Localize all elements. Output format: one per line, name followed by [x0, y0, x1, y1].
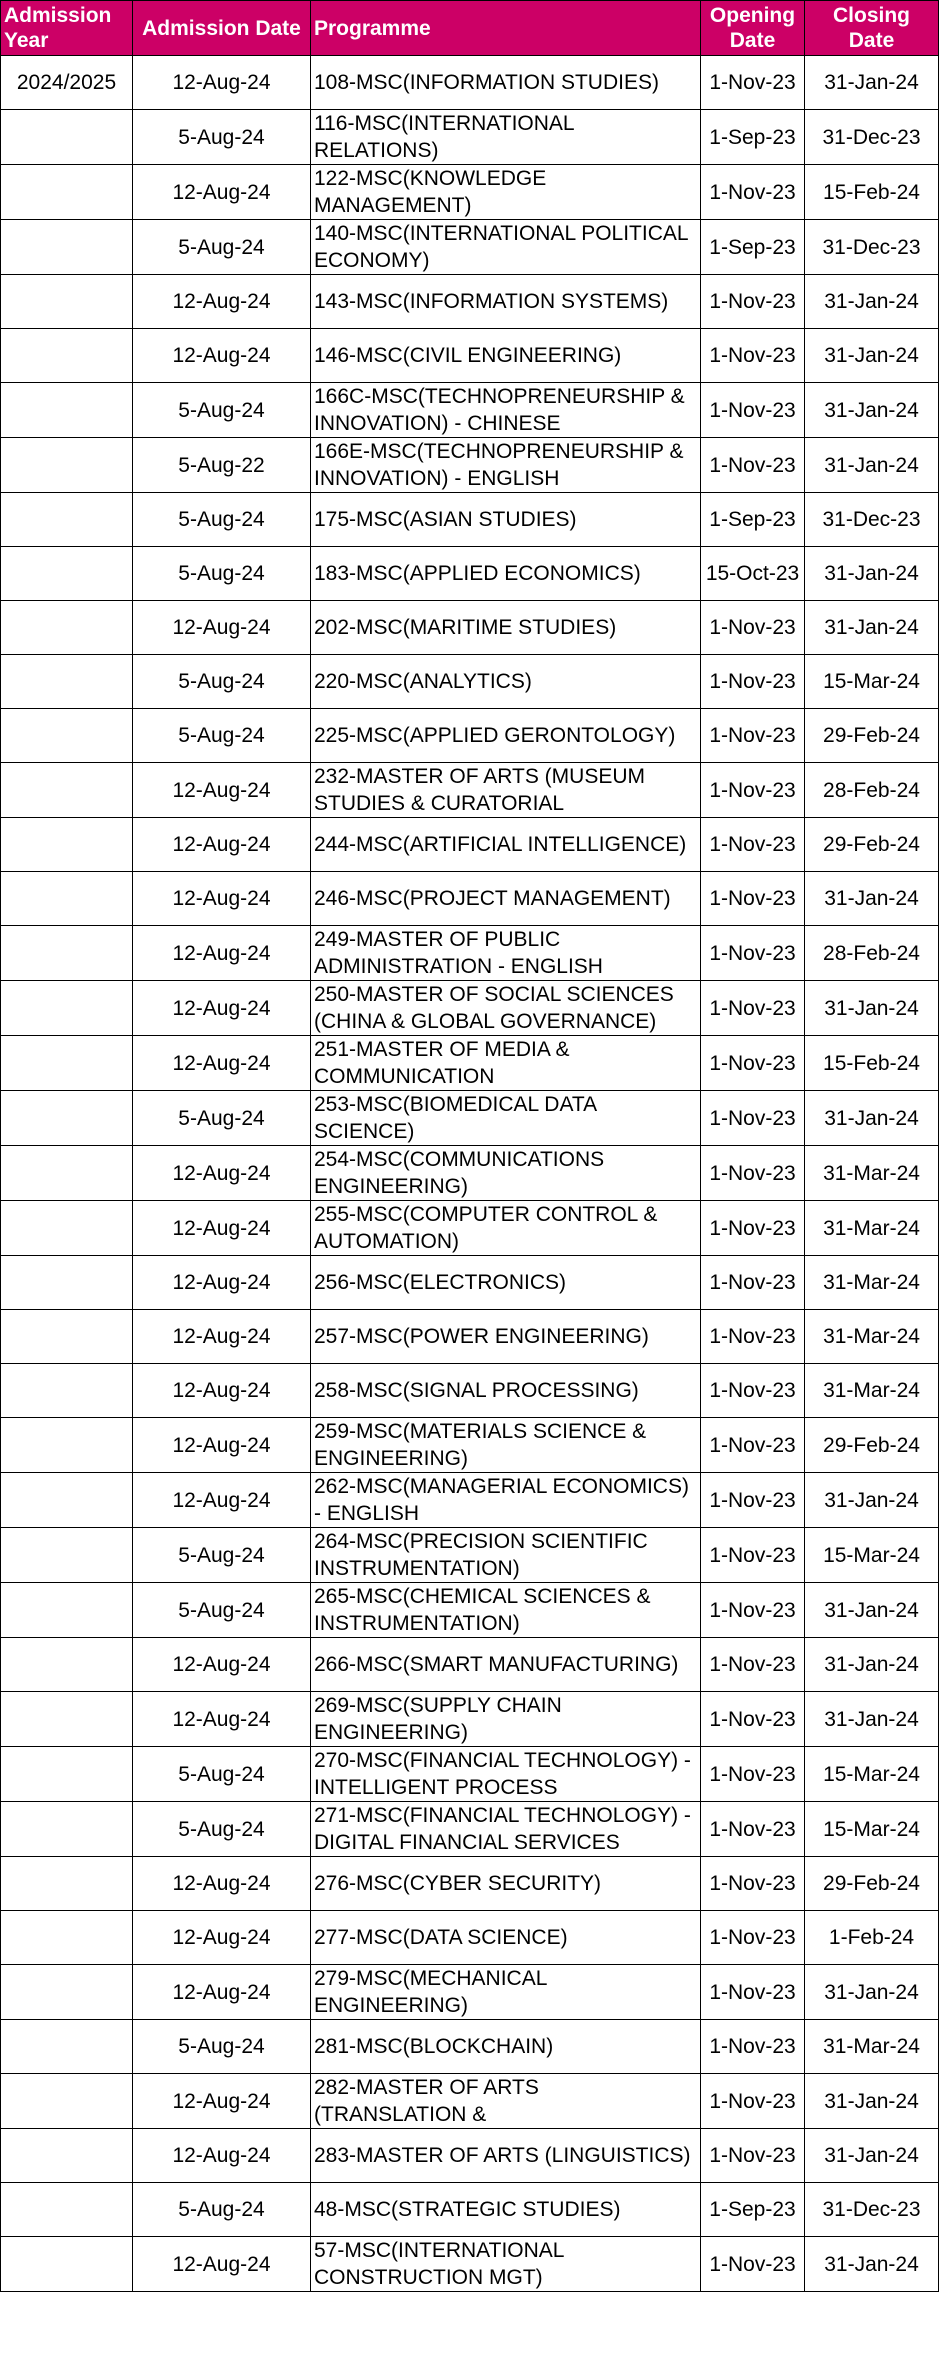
admission-date-cell: 12-Aug-24 [133, 2074, 311, 2129]
table-row [1, 1802, 939, 1857]
admission-year-cell [1, 1310, 133, 1364]
programme-cell [311, 383, 701, 438]
table-row [1, 709, 939, 763]
opening-date-cell: 1-Nov-23 [701, 2129, 805, 2183]
opening-date-cell: 1-Nov-23 [701, 1857, 805, 1911]
opening-date-cell: 1-Nov-23 [701, 655, 805, 709]
admission-year-cell [1, 1091, 133, 1146]
table-row [1, 56, 939, 110]
closing-date-cell: 29-Feb-24 [805, 1418, 939, 1473]
admission-year-cell [1, 655, 133, 709]
table-row [1, 1583, 939, 1638]
admission-year-cell [1, 1418, 133, 1473]
table-row [1, 2129, 939, 2183]
admission-year-cell [1, 1146, 133, 1201]
closing-date-cell: 15-Mar-24 [805, 655, 939, 709]
header-closing-date: Closing Date [805, 1, 939, 56]
admission-date-cell: 12-Aug-24 [133, 1911, 311, 1965]
programme-cell [311, 2020, 701, 2074]
programme-text: 283-MASTER OF ARTS (LINGUISTICS) [314, 2144, 691, 2167]
programme-cell [311, 1857, 701, 1911]
admission-year-cell [1, 110, 133, 165]
opening-date-cell: 1-Nov-23 [701, 1965, 805, 2020]
closing-date-cell: 31-Jan-24 [805, 2074, 939, 2129]
table-row [1, 1692, 939, 1747]
admission-year-cell [1, 329, 133, 383]
admission-year-cell [1, 1256, 133, 1310]
programme-text: 256-MSC(ELECTRONICS) [314, 1271, 567, 1294]
opening-date-cell: 1-Nov-23 [701, 2020, 805, 2074]
admission-date-cell: 12-Aug-24 [133, 872, 311, 926]
admission-year-cell [1, 1965, 133, 2020]
programme-text: 249-MASTER OF PUBLIC ADMINISTRATION - ENGLISH [314, 928, 603, 978]
closing-date-cell: 31-Jan-24 [805, 275, 939, 329]
programme-cell [311, 1965, 701, 2020]
admission-date-cell: 12-Aug-24 [133, 1201, 311, 1256]
opening-date-cell: 1-Nov-23 [701, 818, 805, 872]
programme-text: 277-MSC(DATA SCIENCE) [314, 1926, 568, 1949]
closing-date-cell: 31-Jan-24 [805, 2129, 939, 2183]
closing-date-cell: 31-Jan-24 [805, 601, 939, 655]
opening-date-cell: 15-Oct-23 [701, 547, 805, 601]
opening-date-cell: 1-Sep-23 [701, 493, 805, 547]
programme-text: 140-MSC(INTERNATIONAL POLITICAL ECONOMY) [314, 222, 688, 272]
admission-year-cell [1, 493, 133, 547]
programme-cell [311, 1911, 701, 1965]
closing-date-cell: 31-Jan-24 [805, 56, 939, 110]
programme-text: 254-MSC(COMMUNICATIONS ENGINEERING) [314, 1148, 605, 1198]
opening-date-cell: 1-Nov-23 [701, 709, 805, 763]
programme-cell [311, 220, 701, 275]
admission-date-cell: 12-Aug-24 [133, 2129, 311, 2183]
admission-year-cell [1, 1036, 133, 1091]
programme-cell [311, 1418, 701, 1473]
header-programme: Programme [311, 1, 701, 56]
programme-text: 175-MSC(ASIAN STUDIES) [314, 508, 577, 531]
admission-year-cell [1, 2237, 133, 2292]
programme-text: 202-MSC(MARITIME STUDIES) [314, 616, 617, 639]
opening-date-cell: 1-Nov-23 [701, 1091, 805, 1146]
programme-text: 262-MSC(MANAGERIAL ECONOMICS) - ENGLISH [314, 1475, 689, 1525]
admission-date-cell: 5-Aug-24 [133, 1528, 311, 1583]
programme-cell [311, 601, 701, 655]
closing-date-cell: 1-Feb-24 [805, 1911, 939, 1965]
closing-date-cell: 31-Mar-24 [805, 1256, 939, 1310]
closing-date-cell: 31-Jan-24 [805, 1638, 939, 1692]
programme-text: 122-MSC(KNOWLEDGE MANAGEMENT) [314, 167, 547, 217]
programme-text: 244-MSC(ARTIFICIAL INTELLIGENCE) [314, 833, 687, 856]
programme-text: 251-MASTER OF MEDIA & COMMUNICATION [314, 1038, 570, 1088]
admission-year-cell [1, 709, 133, 763]
admission-date-cell: 12-Aug-24 [133, 1036, 311, 1091]
programme-cell [311, 1036, 701, 1091]
admission-year-cell [1, 1802, 133, 1857]
table-row [1, 2020, 939, 2074]
admission-date-cell: 5-Aug-24 [133, 110, 311, 165]
programme-text: 282-MASTER OF ARTS (TRANSLATION & [314, 2076, 539, 2126]
programme-cell [311, 872, 701, 926]
closing-date-cell: 31-Jan-24 [805, 383, 939, 438]
admission-date-cell: 5-Aug-24 [133, 493, 311, 547]
table-header [1, 1, 939, 56]
admission-date-cell: 5-Aug-24 [133, 1583, 311, 1638]
programme-text: 116-MSC(INTERNATIONAL RELATIONS) [314, 112, 574, 162]
table-row [1, 493, 939, 547]
admission-year-cell [1, 165, 133, 220]
opening-date-cell: 1-Nov-23 [701, 2237, 805, 2292]
closing-date-cell: 31-Jan-24 [805, 438, 939, 493]
opening-date-cell: 1-Nov-23 [701, 926, 805, 981]
closing-date-cell: 31-Dec-23 [805, 2183, 939, 2237]
admission-date-cell: 12-Aug-24 [133, 601, 311, 655]
table-row [1, 1146, 939, 1201]
programme-text: 266-MSC(SMART MANUFACTURING) [314, 1653, 679, 1676]
table-body [1, 56, 939, 2292]
opening-date-cell: 1-Sep-23 [701, 110, 805, 165]
programme-cell [311, 1473, 701, 1528]
programme-text: 146-MSC(CIVIL ENGINEERING) [314, 344, 622, 367]
table-row [1, 1857, 939, 1911]
closing-date-cell: 31-Jan-24 [805, 2237, 939, 2292]
programme-cell [311, 1583, 701, 1638]
admission-date-cell: 5-Aug-24 [133, 220, 311, 275]
table-row [1, 1418, 939, 1473]
admission-year-cell [1, 926, 133, 981]
admission-year-cell [1, 1583, 133, 1638]
programme-text: 108-MSC(INFORMATION STUDIES) [314, 71, 659, 94]
table-row [1, 547, 939, 601]
programme-cell [311, 438, 701, 493]
admission-date-cell: 12-Aug-24 [133, 1146, 311, 1201]
admission-year-cell [1, 1692, 133, 1747]
programme-cell [311, 1201, 701, 1256]
table-row [1, 818, 939, 872]
admission-year-cell [1, 2074, 133, 2129]
programme-cell [311, 2237, 701, 2292]
table-row [1, 1638, 939, 1692]
admission-year-cell [1, 1528, 133, 1583]
programme-cell [311, 1256, 701, 1310]
admission-date-cell: 5-Aug-24 [133, 2020, 311, 2074]
admission-date-cell: 5-Aug-24 [133, 383, 311, 438]
table-row [1, 926, 939, 981]
closing-date-cell: 31-Jan-24 [805, 1692, 939, 1747]
programme-text: 270-MSC(FINANCIAL TECHNOLOGY) - INTELLIGENT PROCESS [314, 1749, 691, 1799]
closing-date-cell: 15-Mar-24 [805, 1802, 939, 1857]
opening-date-cell: 1-Nov-23 [701, 1583, 805, 1638]
admission-date-cell: 5-Aug-24 [133, 1747, 311, 1802]
table-row [1, 1911, 939, 1965]
admission-year-cell [1, 547, 133, 601]
programme-cell [311, 2183, 701, 2237]
admission-year-cell [1, 818, 133, 872]
programme-text: 276-MSC(CYBER SECURITY) [314, 1872, 602, 1895]
table-row [1, 1747, 939, 1802]
closing-date-cell: 28-Feb-24 [805, 926, 939, 981]
admission-year-cell [1, 383, 133, 438]
table-row [1, 981, 939, 1036]
admission-date-cell: 12-Aug-24 [133, 763, 311, 818]
opening-date-cell: 1-Nov-23 [701, 438, 805, 493]
table-row [1, 2074, 939, 2129]
table-row [1, 1965, 939, 2020]
admission-date-cell: 5-Aug-24 [133, 655, 311, 709]
programme-cell [311, 165, 701, 220]
closing-date-cell: 29-Feb-24 [805, 818, 939, 872]
programme-text: 250-MASTER OF SOCIAL SCIENCES (CHINA & GLOBAL GOVERNANCE) [314, 983, 674, 1033]
admission-year-cell [1, 1638, 133, 1692]
table-row [1, 1473, 939, 1528]
programme-text: 279-MSC(MECHANICAL ENGINEERING) [314, 1967, 547, 2017]
programme-text: 225-MSC(APPLIED GERONTOLOGY) [314, 724, 676, 747]
closing-date-cell: 29-Feb-24 [805, 709, 939, 763]
programme-cell [311, 1692, 701, 1747]
table-row [1, 438, 939, 493]
programme-cell [311, 493, 701, 547]
table-row [1, 110, 939, 165]
header-row [1, 1, 939, 56]
table-row [1, 2237, 939, 2292]
header-admission-year: Admission Year [1, 1, 133, 56]
closing-date-cell: 31-Mar-24 [805, 1364, 939, 1418]
admission-date-cell: 5-Aug-24 [133, 1091, 311, 1146]
admission-year-cell [1, 1747, 133, 1802]
closing-date-cell: 31-Jan-24 [805, 1965, 939, 2020]
admission-year-cell [1, 1857, 133, 1911]
programme-cell [311, 1638, 701, 1692]
admission-date-cell: 12-Aug-24 [133, 275, 311, 329]
admission-year-cell [1, 438, 133, 493]
opening-date-cell: 1-Nov-23 [701, 1802, 805, 1857]
opening-date-cell: 1-Nov-23 [701, 872, 805, 926]
opening-date-cell: 1-Nov-23 [701, 165, 805, 220]
closing-date-cell: 31-Mar-24 [805, 1201, 939, 1256]
closing-date-cell: 31-Jan-24 [805, 547, 939, 601]
programme-text: 265-MSC(CHEMICAL SCIENCES & INSTRUMENTATION) [314, 1585, 651, 1635]
opening-date-cell: 1-Nov-23 [701, 1418, 805, 1473]
programme-cell [311, 763, 701, 818]
admission-year-cell [1, 220, 133, 275]
programme-text: 257-MSC(POWER ENGINEERING) [314, 1325, 649, 1348]
table-row [1, 2183, 939, 2237]
opening-date-cell: 1-Nov-23 [701, 383, 805, 438]
closing-date-cell: 28-Feb-24 [805, 763, 939, 818]
programme-text: 259-MSC(MATERIALS SCIENCE & ENGINEERING) [314, 1420, 647, 1470]
opening-date-cell: 1-Nov-23 [701, 1364, 805, 1418]
programme-cell [311, 1802, 701, 1857]
closing-date-cell: 31-Mar-24 [805, 2020, 939, 2074]
admission-date-cell: 12-Aug-24 [133, 56, 311, 110]
opening-date-cell: 1-Nov-23 [701, 56, 805, 110]
programme-cell [311, 926, 701, 981]
admission-year-cell [1, 981, 133, 1036]
programme-text: 264-MSC(PRECISION SCIENTIFIC INSTRUMENTATION) [314, 1530, 648, 1580]
programme-text: 271-MSC(FINANCIAL TECHNOLOGY) - DIGITAL FINANCIAL SERVICES [314, 1804, 691, 1854]
admission-date-cell: 12-Aug-24 [133, 1364, 311, 1418]
admission-date-cell: 12-Aug-24 [133, 1638, 311, 1692]
admission-date-cell: 5-Aug-22 [133, 438, 311, 493]
programme-cell [311, 56, 701, 110]
admission-date-cell: 5-Aug-24 [133, 1802, 311, 1857]
opening-date-cell: 1-Nov-23 [701, 1638, 805, 1692]
closing-date-cell: 31-Mar-24 [805, 1146, 939, 1201]
closing-date-cell: 31-Dec-23 [805, 493, 939, 547]
admission-date-cell: 12-Aug-24 [133, 329, 311, 383]
closing-date-cell: 15-Feb-24 [805, 1036, 939, 1091]
programme-text: 269-MSC(SUPPLY CHAIN ENGINEERING) [314, 1694, 562, 1744]
admission-date-cell: 5-Aug-24 [133, 709, 311, 763]
opening-date-cell: 1-Nov-23 [701, 1146, 805, 1201]
programme-text: 258-MSC(SIGNAL PROCESSING) [314, 1379, 639, 1402]
programme-text: 143-MSC(INFORMATION SYSTEMS) [314, 290, 669, 313]
table-row [1, 383, 939, 438]
admission-date-cell: 12-Aug-24 [133, 1857, 311, 1911]
programme-cell [311, 709, 701, 763]
admission-year-cell [1, 1201, 133, 1256]
programme-text: 220-MSC(ANALYTICS) [314, 670, 532, 693]
closing-date-cell: 31-Jan-24 [805, 1583, 939, 1638]
admission-year-cell [1, 275, 133, 329]
table-row [1, 1256, 939, 1310]
closing-date-cell: 31-Jan-24 [805, 1091, 939, 1146]
admission-year-cell [1, 2020, 133, 2074]
table-row [1, 1036, 939, 1091]
admission-year-cell [1, 2129, 133, 2183]
admission-date-cell: 12-Aug-24 [133, 926, 311, 981]
admission-year-cell [1, 2183, 133, 2237]
admission-date-cell: 12-Aug-24 [133, 1965, 311, 2020]
closing-date-cell: 31-Jan-24 [805, 1473, 939, 1528]
programme-text: 48-MSC(STRATEGIC STUDIES) [314, 2198, 621, 2221]
table-row [1, 165, 939, 220]
table-row [1, 872, 939, 926]
programme-text: 255-MSC(COMPUTER CONTROL & AUTOMATION) [314, 1203, 658, 1253]
opening-date-cell: 1-Nov-23 [701, 763, 805, 818]
programme-text: 183-MSC(APPLIED ECONOMICS) [314, 562, 641, 585]
admission-year-cell: 2024/2025 [1, 56, 133, 110]
programme-cell [311, 2074, 701, 2129]
table-row [1, 1201, 939, 1256]
programme-text: 281-MSC(BLOCKCHAIN) [314, 2035, 554, 2058]
admission-year-cell [1, 1911, 133, 1965]
admission-date-cell: 5-Aug-24 [133, 547, 311, 601]
opening-date-cell: 1-Nov-23 [701, 1310, 805, 1364]
programme-cell [311, 981, 701, 1036]
opening-date-cell: 1-Nov-23 [701, 1692, 805, 1747]
admission-date-cell: 12-Aug-24 [133, 818, 311, 872]
closing-date-cell: 31-Jan-24 [805, 872, 939, 926]
admission-year-cell [1, 763, 133, 818]
programme-cell [311, 110, 701, 165]
opening-date-cell: 1-Nov-23 [701, 1528, 805, 1583]
programme-text: 166C-MSC(TECHNOPRENEURSHIP & INNOVATION) - CHINESE [314, 385, 685, 435]
opening-date-cell: 1-Nov-23 [701, 601, 805, 655]
closing-date-cell: 31-Jan-24 [805, 981, 939, 1036]
admission-date-cell: 12-Aug-24 [133, 1310, 311, 1364]
table-row [1, 329, 939, 383]
closing-date-cell: 29-Feb-24 [805, 1857, 939, 1911]
opening-date-cell: 1-Sep-23 [701, 220, 805, 275]
opening-date-cell: 1-Nov-23 [701, 1473, 805, 1528]
admission-date-cell: 12-Aug-24 [133, 165, 311, 220]
admission-year-cell [1, 1473, 133, 1528]
opening-date-cell: 1-Nov-23 [701, 1036, 805, 1091]
closing-date-cell: 15-Feb-24 [805, 165, 939, 220]
closing-date-cell: 15-Mar-24 [805, 1747, 939, 1802]
opening-date-cell: 1-Nov-23 [701, 1911, 805, 1965]
programme-cell [311, 275, 701, 329]
header-opening-date: Opening Date [701, 1, 805, 56]
opening-date-cell: 1-Nov-23 [701, 981, 805, 1036]
closing-date-cell: 31-Mar-24 [805, 1310, 939, 1364]
admission-date-cell: 12-Aug-24 [133, 1418, 311, 1473]
programme-cell [311, 2129, 701, 2183]
admission-date-cell: 12-Aug-24 [133, 2237, 311, 2292]
table-row [1, 1310, 939, 1364]
table-row [1, 1091, 939, 1146]
programme-text: 57-MSC(INTERNATIONAL CONSTRUCTION MGT) [314, 2239, 564, 2289]
admission-date-cell: 5-Aug-24 [133, 2183, 311, 2237]
programme-cell [311, 818, 701, 872]
opening-date-cell: 1-Nov-23 [701, 1747, 805, 1802]
opening-date-cell: 1-Nov-23 [701, 275, 805, 329]
opening-date-cell: 1-Nov-23 [701, 329, 805, 383]
admission-date-cell: 12-Aug-24 [133, 1256, 311, 1310]
table-row [1, 1528, 939, 1583]
table-row [1, 275, 939, 329]
programme-cell [311, 1747, 701, 1802]
table-row [1, 220, 939, 275]
admission-year-cell [1, 601, 133, 655]
header-admission-date: Admission Date [133, 1, 311, 56]
opening-date-cell: 1-Nov-23 [701, 1201, 805, 1256]
table-row [1, 655, 939, 709]
admission-year-cell [1, 872, 133, 926]
opening-date-cell: 1-Sep-23 [701, 2183, 805, 2237]
admission-year-cell [1, 1364, 133, 1418]
closing-date-cell: 15-Mar-24 [805, 1528, 939, 1583]
table-row [1, 1364, 939, 1418]
table-row [1, 601, 939, 655]
admission-date-cell: 12-Aug-24 [133, 981, 311, 1036]
opening-date-cell: 1-Nov-23 [701, 2074, 805, 2129]
programme-cell [311, 1310, 701, 1364]
closing-date-cell: 31-Jan-24 [805, 329, 939, 383]
programme-text: 166E-MSC(TECHNOPRENEURSHIP & INNOVATION) - ENGLISH [314, 440, 684, 490]
programme-cell [311, 1364, 701, 1418]
admission-date-cell: 12-Aug-24 [133, 1692, 311, 1747]
programme-cell [311, 1091, 701, 1146]
programme-cell [311, 655, 701, 709]
closing-date-cell: 31-Dec-23 [805, 110, 939, 165]
opening-date-cell: 1-Nov-23 [701, 1256, 805, 1310]
admission-date-cell: 12-Aug-24 [133, 1473, 311, 1528]
programme-cell [311, 1528, 701, 1583]
programme-cell [311, 1146, 701, 1201]
programme-cell [311, 547, 701, 601]
programme-cell [311, 329, 701, 383]
programme-text: 253-MSC(BIOMEDICAL DATA SCIENCE) [314, 1093, 597, 1143]
programme-text: 246-MSC(PROJECT MANAGEMENT) [314, 887, 671, 910]
closing-date-cell: 31-Dec-23 [805, 220, 939, 275]
programme-text: 232-MASTER OF ARTS (MUSEUM STUDIES & CURATORIAL [314, 765, 645, 815]
table-row [1, 763, 939, 818]
